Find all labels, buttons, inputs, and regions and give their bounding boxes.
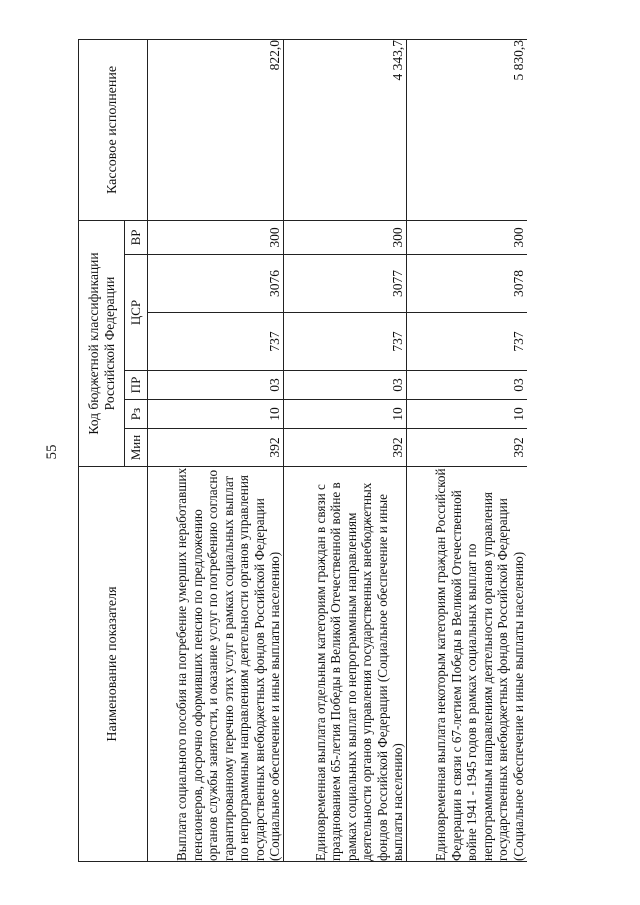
cell-amount: 4 343,7 [284,39,407,220]
row-name: Выплата социального пособия на погребение умерших неработавших пенсионеров, досрочно оформивших пенсию по предложению органов службы занятости, и оказание услуг по погребению согласно гарантированному перечню этих услуг в рамках социальных выплат по непрограммным направлениям деятельности органов управления государственных внебюджетных фондов Российской Федерации (Социальное обеспечение и иные выплаты населению) [148,467,284,862]
header-csr: ЦСР [125,255,148,371]
cell-amount: 5 830,3 [407,39,527,220]
cell-rz: 10 [148,400,284,429]
cell-csr-2: 3078 [407,255,527,313]
header-vr: ВР [125,220,148,254]
cell-min: 392 [284,429,407,467]
table-row [284,39,407,861]
header-cash-execution: Кассовое исполнение [79,39,148,220]
cell-pr: 03 [284,371,407,400]
header-min: Мин [125,429,148,467]
cell-vr: 300 [407,220,527,254]
cell-csr-1: 737 [407,313,527,371]
cell-vr: 300 [148,220,284,254]
cell-rz: 10 [407,400,527,429]
cell-rz: 10 [284,400,407,429]
table-row [148,39,284,861]
cell-min: 392 [407,429,527,467]
cell-csr-2: 3076 [148,255,284,313]
cell-csr-2: 3077 [284,255,407,313]
cell-pr: 03 [148,371,284,400]
page-number: 55 [44,444,60,460]
header-rz: Рз [125,400,148,429]
cell-csr-1: 737 [284,313,407,371]
header-name: Наименование показателя [79,467,148,862]
cell-csr-1: 737 [148,313,284,371]
row-name: Единовременная выплата отдельным категориям граждан в связи с празднованием 65-летия Победы в Великой Отечественной войне в рамках социальных выплат по непрограммным направлениям деятельности органов управления государственных внебюджетных фондов Российской Федерации (Социальное обеспечение и иные выплаты населению) [284,467,407,862]
header-row-1 [79,39,125,861]
header-code-group: Код бюджетной классификации Российской Федерации [79,220,125,466]
budget-table [78,39,527,862]
cell-amount: 822,0 [148,39,284,220]
cell-min: 392 [148,429,284,467]
row-name: Единовременная выплата некоторым категориям граждан Российской Федерации в связи с 67-летием Победы в Великой Отечественной войне 1941 - 1945 годов в рамках социальных выплат по непрограммным направлениям деятельности органов управления государственных внебюджетных фондов Российской Федерации (Социальное обеспечение и иные выплаты населению) [407,467,527,862]
cell-pr: 03 [407,371,527,400]
header-pr: ПР [125,371,148,400]
table-row [407,39,527,861]
cell-vr: 300 [284,220,407,254]
rotated-table-page [78,40,526,862]
